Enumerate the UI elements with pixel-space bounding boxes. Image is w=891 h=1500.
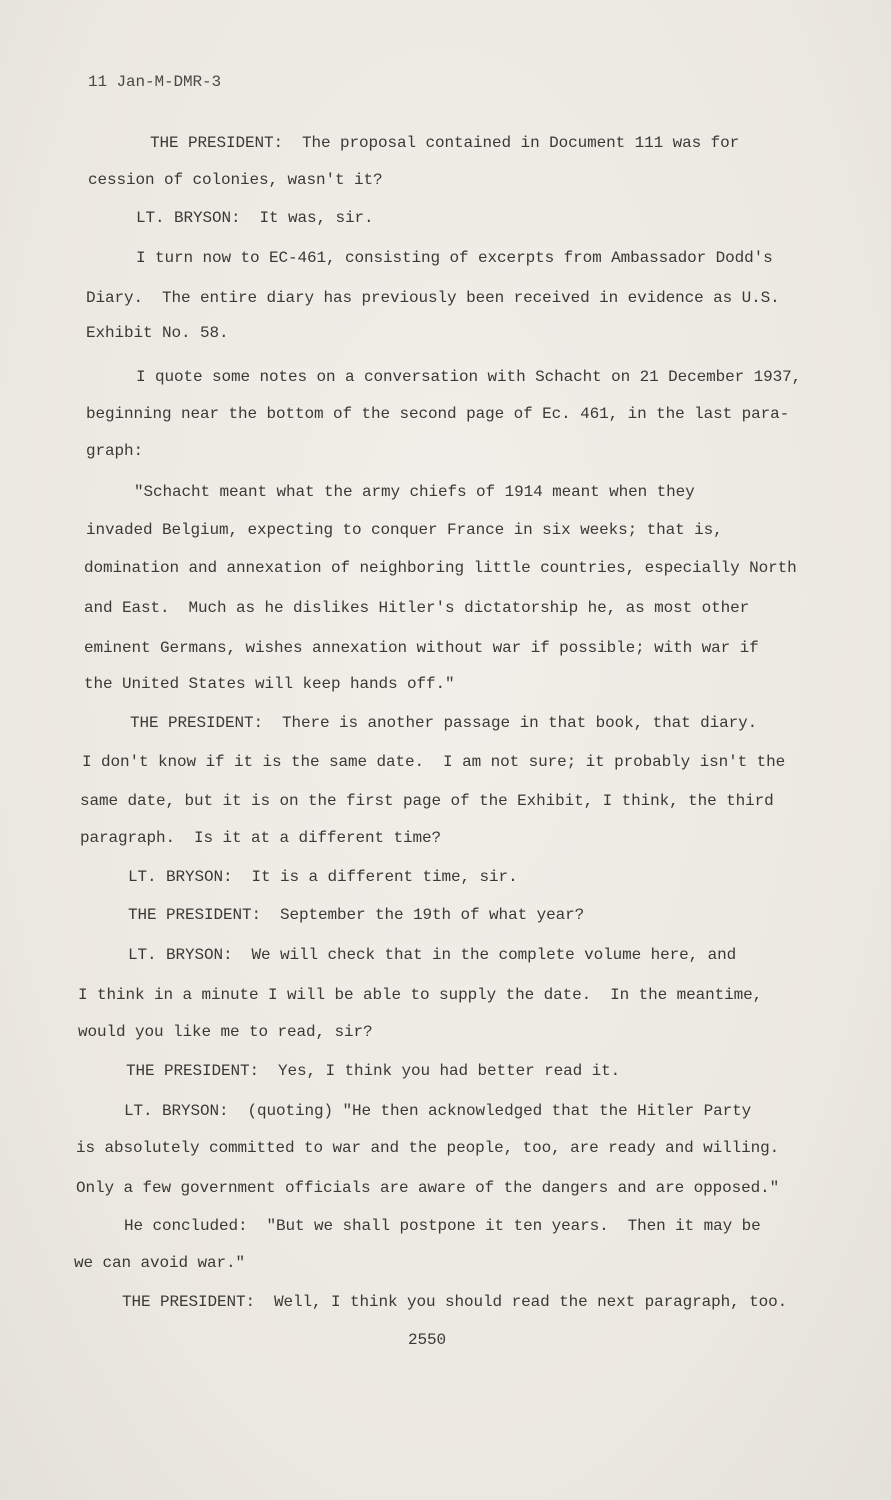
page-number: 2550 xyxy=(408,1331,447,1349)
transcript-line: beginning near the bottom of the second page of Ec. 461, in the last para- xyxy=(86,405,790,423)
transcript-line: "Schacht meant what the army chiefs of 1914 meant when they xyxy=(134,483,695,501)
transcript-line: paragraph. Is it at a different time? xyxy=(80,829,442,847)
transcript-line: the United States will keep hands off." xyxy=(84,675,455,693)
transcript-line: THE PRESIDENT: September the 19th of what year? xyxy=(128,906,585,924)
transcript-line: is absolutely committed to war and the people, too, are ready and willing. xyxy=(76,1139,780,1157)
transcript-line: THE PRESIDENT: Yes, I think you had better read it. xyxy=(126,1062,621,1080)
transcript-line: LT. BRYSON: (quoting) "He then acknowledged that the Hitler Party xyxy=(124,1102,752,1120)
transcript-line: domination and annexation of neighboring little countries, especially North xyxy=(84,559,797,577)
transcript-line: THE PRESIDENT: Well, I think you should read the next paragraph, too. xyxy=(122,1293,788,1311)
transcript-line: invaded Belgium, expecting to conquer France in six weeks; that is, xyxy=(86,521,723,539)
transcript-line: same date, but it is on the first page of the Exhibit, I think, the third xyxy=(80,792,774,810)
transcript-line: LT. BRYSON: We will check that in the complete volume here, and xyxy=(128,946,737,964)
transcript-line: THE PRESIDENT: There is another passage in that book, that diary. xyxy=(130,714,758,732)
document-header: 11 Jan-M-DMR-3 xyxy=(88,73,222,91)
transcript-line: LT. BRYSON: It is a different time, sir. xyxy=(128,868,518,886)
transcript-line: we can avoid war." xyxy=(74,1254,246,1272)
transcript-line: graph: xyxy=(86,442,144,460)
transcript-line: LT. BRYSON: It was, sir. xyxy=(136,209,374,227)
transcript-line: I think in a minute I will be able to supply the date. In the meantime, xyxy=(78,986,763,1004)
transcript-line: Only a few government officials are aware of the dangers and are opposed." xyxy=(76,1179,780,1197)
transcript-line: Diary. The entire diary has previously been received in evidence as U.S. xyxy=(86,289,780,307)
transcript-line: He concluded: "But we shall postpone it ten years. Then it may be xyxy=(124,1217,761,1235)
transcript-line: THE PRESIDENT: The proposal contained in Document 111 was for xyxy=(150,134,740,152)
transcript-line: cession of colonies, wasn't it? xyxy=(88,171,383,189)
transcript-line: I turn now to EC-461, consisting of excerpts from Ambassador Dodd's xyxy=(136,249,773,267)
transcript-line: I quote some notes on a conversation with Schacht on 21 December 1937, xyxy=(136,368,802,386)
transcript-line: eminent Germans, wishes annexation without war if possible; with war if xyxy=(84,639,759,657)
transcript-line: would you like me to read, sir? xyxy=(78,1023,373,1041)
transcript-line: and East. Much as he dislikes Hitler's dictatorship he, as most other xyxy=(84,599,750,617)
transcript-line: I don't know if it is the same date. I am not sure; it probably isn't the xyxy=(82,753,786,771)
transcript-line: Exhibit No. 58. xyxy=(86,324,229,342)
